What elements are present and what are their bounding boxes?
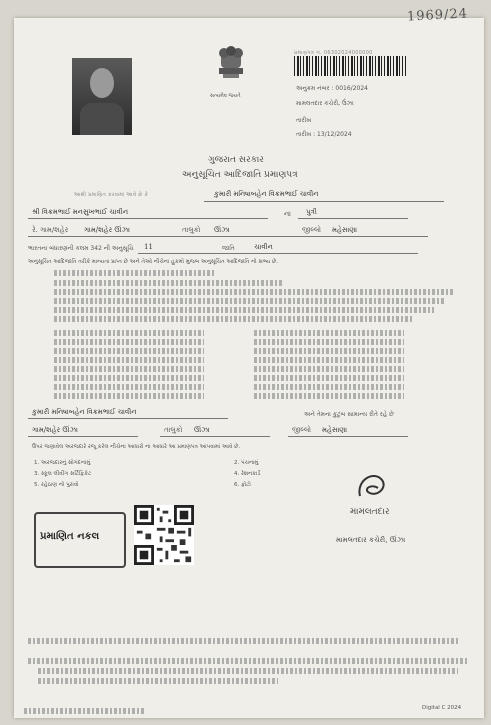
order-text-line: [54, 384, 204, 390]
qr-code: [134, 505, 194, 565]
caste-name: ચાવીન: [254, 243, 273, 251]
signature-office: મામલતદાર કચેરી, ઊંઝા: [336, 536, 406, 544]
residence-taluka-label: તાલુકો: [164, 426, 183, 434]
application-no: અનુક્રમ નંબર : 0016/2024: [296, 85, 368, 92]
certified-copy-stamp: [34, 512, 126, 568]
underline: [28, 418, 228, 419]
certify-prefix: આથી પ્રમાણિત કરવામાં આવે છે કે: [74, 192, 149, 198]
holder-suffix: અને તેમના કુટુંબ સામાન્ય રીતે રહે છે: [304, 411, 394, 418]
order-text-line: [54, 298, 444, 304]
handwritten-number: 1969/24: [406, 6, 469, 25]
order-text-line: [54, 316, 414, 322]
state-emblem-icon: [209, 46, 253, 92]
certificate-holder: કુમારી મનિષાબહેન વિક્રમભાઈ ચાવીન: [32, 408, 137, 416]
documents-intro: ઉપર જણાવેલ અરજદારે રજૂ કરેલ નીચેના આધારો ના આધારે આ પ્રમાણપત્ર આપવામાં આવે છે.: [32, 444, 241, 450]
document-item: 4. રેશનકાર્ડ: [234, 471, 261, 477]
emblem-caption: સત્યમેવ જયતે: [210, 93, 241, 99]
footer-note-line: [28, 638, 458, 644]
issue-date: તારીખ : 13/12/2024: [296, 131, 352, 138]
order-text-line: [254, 375, 404, 381]
order-text-line: [254, 366, 404, 372]
residence-taluka: ઊંઝા: [194, 426, 210, 434]
order-text-line: [54, 393, 204, 399]
order-text-line: [54, 289, 454, 295]
order-text-line: [254, 330, 404, 336]
order-text-line: [54, 357, 204, 363]
underline: [28, 218, 268, 219]
footer-note-line: [38, 678, 278, 684]
order-text-line: [54, 307, 434, 313]
order-text-line: [54, 280, 284, 286]
caste-label: ભારતના બંધારણની કલમ 342 ની અનુસૂચિ: [28, 245, 134, 252]
district-value: મહેસાણા: [332, 226, 358, 234]
photo-face: [90, 68, 114, 98]
order-text-line: [54, 330, 204, 336]
residence-district: મહેસાણા: [322, 426, 348, 434]
residence-village: ગામ/શહેર ઊંઝા: [32, 426, 78, 434]
stamp-text: પ્રમાણિત નકલ: [40, 531, 100, 542]
order-text-line: [254, 393, 404, 399]
intro-paragraph: અનુસૂચિત આદિજાતિ તરીકે માન્યતા પ્રાપ્ત છે અને તેઓ નીચેના હુકમો મુજબ અનુસૂચિત આદિજાતિ નો સભ્ય છે.: [28, 259, 279, 265]
order-text-line: [254, 357, 404, 363]
footer-note-line: [38, 668, 458, 674]
applicant-photo: [72, 58, 132, 135]
relation-label: ના: [284, 210, 291, 218]
document-item: 5. રહેઠાણ નો પુરાવો: [34, 482, 79, 488]
residence-district-label: જીલ્લો: [292, 426, 311, 434]
footer-note-line: [24, 708, 144, 714]
document-item: 2. પંચનામું: [234, 460, 259, 466]
issuing-office: મામલતદાર કચેરી, ઉંઝા: [296, 100, 354, 107]
barcode-text: પ્રમાણપત્ર નં. 06302024000000: [294, 50, 373, 56]
order-text-line: [54, 348, 204, 354]
village-value: ગામ/શહેર ઊંઝા: [84, 226, 130, 234]
underline: [204, 201, 444, 202]
footer-note-line: [28, 658, 468, 664]
father-name: શ્રી વિક્રમભાઈ મનસુખભાઈ ચાવીન: [32, 208, 129, 216]
certificate-page: [14, 6, 484, 718]
caste-number: 11: [144, 243, 153, 251]
signature-title: મામલતદાર: [350, 507, 390, 517]
caste-suffix: જાતિ: [222, 245, 235, 252]
taluka-value: ઊંઝા: [214, 226, 230, 234]
order-text-line: [254, 339, 404, 345]
underline: [138, 253, 418, 254]
order-text-line: [254, 348, 404, 354]
footer-code: Digital C 2024: [422, 705, 462, 711]
document-item: 6. ફોટો: [234, 482, 251, 488]
relation-value: પુત્રી: [306, 208, 317, 216]
order-text-line: [54, 375, 204, 381]
taluka-label: તાલુકો: [182, 226, 201, 234]
order-text-line: [54, 339, 204, 345]
date-label: તારીખ: [296, 117, 312, 124]
underline: [28, 436, 138, 437]
underline: [28, 236, 428, 237]
order-text-line: [54, 366, 204, 372]
order-text-line: [54, 270, 214, 276]
certificate-title: અનુસૂચિત આદિજાતિ પ્રમાણપત્ર: [182, 170, 298, 180]
village-label: રે. ગામ/શહેર: [32, 226, 69, 234]
district-label: જીલ્લો: [302, 226, 321, 234]
underline: [288, 436, 408, 437]
underline: [160, 436, 270, 437]
government-title: ગુજરાત સરકાર: [208, 155, 264, 165]
signature-icon: [354, 466, 394, 506]
document-item: 1. અરજદારનું સોગંદનામું: [34, 460, 91, 466]
photo-shirt: [80, 103, 124, 135]
barcode: [294, 56, 406, 76]
order-text-line: [254, 384, 404, 390]
underline: [298, 218, 408, 219]
certified-person: કુમારી મનિષાબહેન વિક્રમભાઈ ચાવીન: [214, 190, 319, 198]
document-item: 3. સ્કૂલ લીવીંગ સર્ટિફિકેટ: [34, 471, 92, 477]
